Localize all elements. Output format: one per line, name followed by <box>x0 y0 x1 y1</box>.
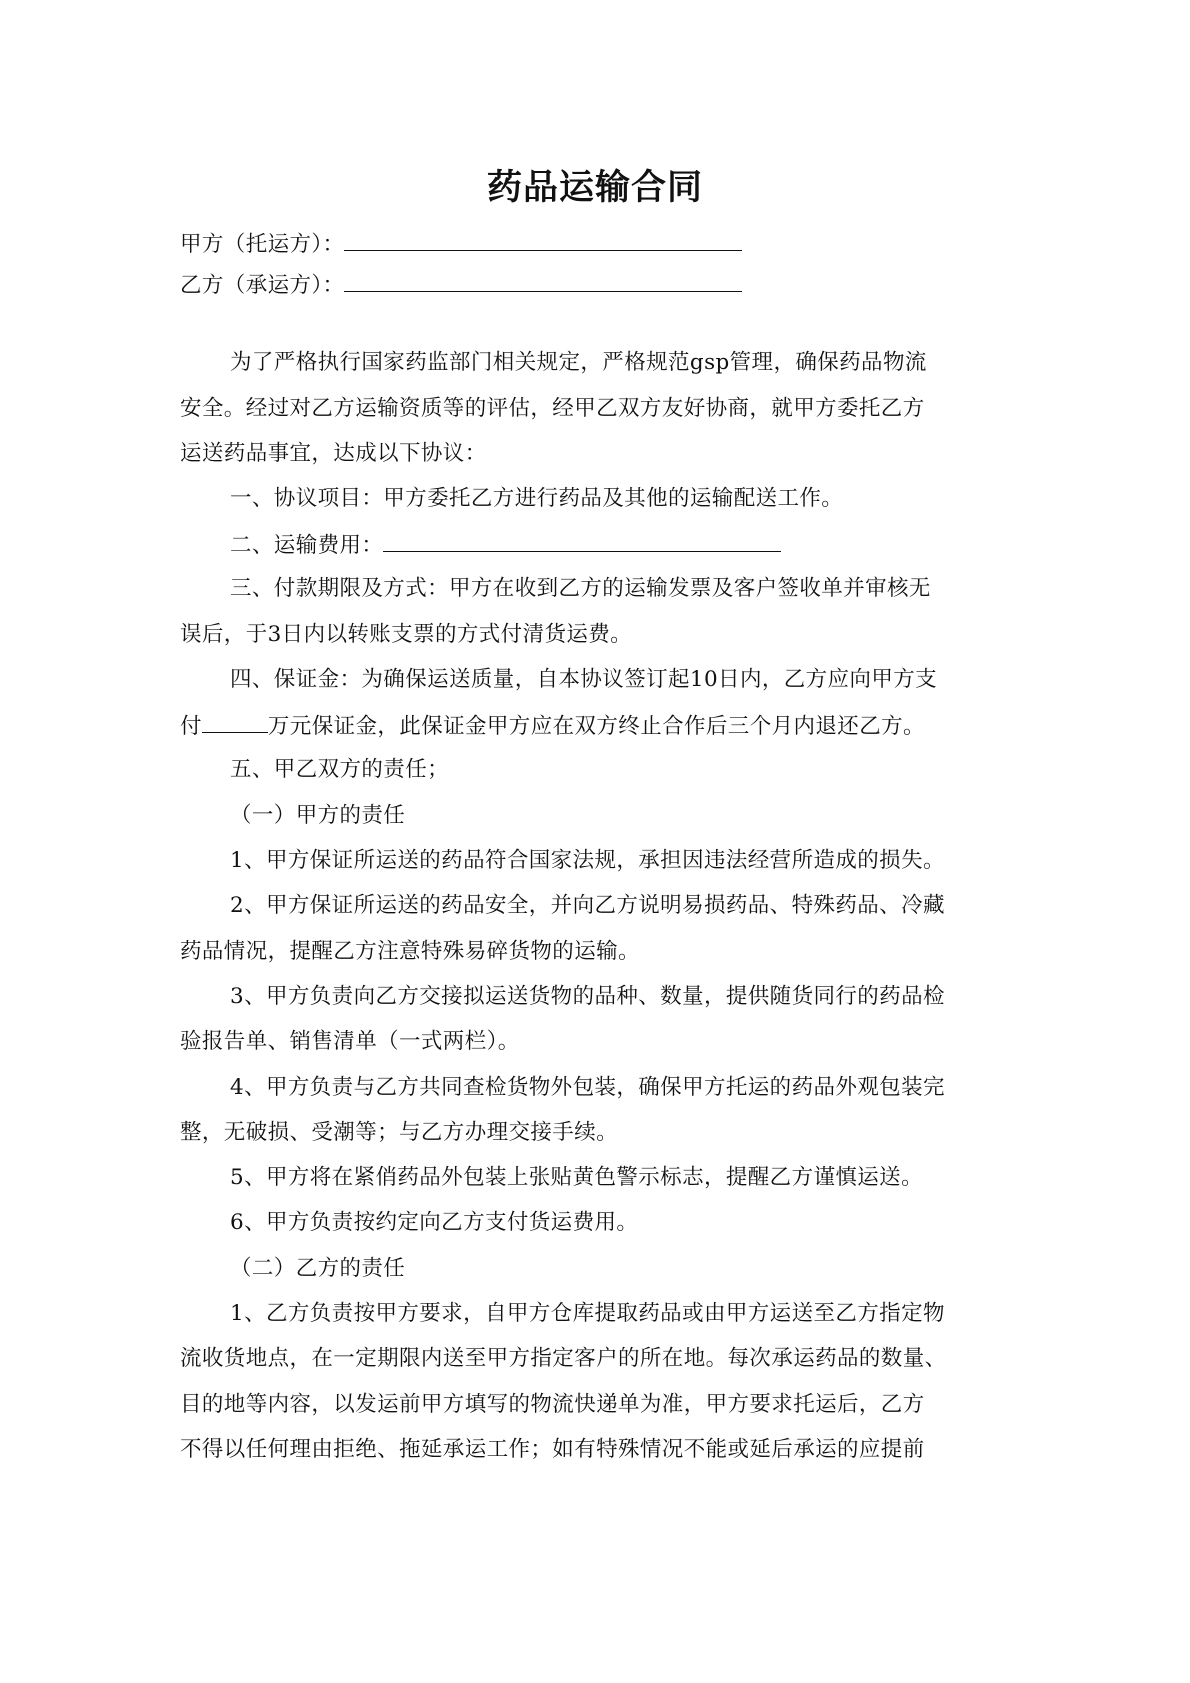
party-a-line <box>180 228 1020 260</box>
clause-5: 五、甲乙双方的责任； <box>230 757 450 782</box>
party-a-item-3-line-2: 验报告单、销售清单（一式两栏）。 <box>180 1029 520 1054</box>
party-a-item-4-line-2: 整，无破损、受潮等；与乙方办理交接手续。 <box>180 1120 619 1145</box>
party-a-label: 甲方（托运方）： <box>180 232 345 257</box>
party-b-item-1-line-2: 流收货地点，在一定期限内送至甲方指定客户的所在地。每次承运药品的数量、 <box>180 1346 947 1371</box>
party-a-item-2-line-2: 药品情况，提醒乙方注意特殊易碎货物的运输。 <box>180 939 640 964</box>
clause-2 <box>230 529 1070 561</box>
party-a-item-5: 5、甲方将在紧俏药品外包装上张贴黄色警示标志，提醒乙方谨慎运送。 <box>230 1165 923 1190</box>
clause-4-pre: 付 <box>180 714 202 739</box>
clause-4-line-1: 四、保证金：为确保运送质量，自本协议签订起10日内，乙方应向甲方支 <box>230 667 938 692</box>
subsection-party-a: （一）甲方的责任 <box>230 803 406 828</box>
party-b-item-1-line-3: 目的地等内容，以发运前甲方填写的物流快递单为准，甲方要求托运后，乙方 <box>180 1392 925 1417</box>
party-b-label: 乙方（承运方）： <box>180 273 345 298</box>
transport-fee-blank[interactable] <box>383 529 781 552</box>
preamble-line-3: 运送药品事宜，达成以下协议： <box>180 441 487 466</box>
party-a-item-4-line-1: 4、甲方负责与乙方共同查检货物外包装，确保甲方托运的药品外观包装完 <box>230 1075 945 1100</box>
party-b-item-1-line-4: 不得以任何理由拒绝、拖延承运工作；如有特殊情况不能或延后承运的应提前 <box>180 1437 925 1462</box>
party-b-line <box>180 269 1020 301</box>
clause-2-label: 二、运输费用： <box>230 533 384 558</box>
party-b-item-1-line-1: 1、乙方负责按甲方要求，自甲方仓库提取药品或由甲方运送至乙方指定物 <box>230 1301 945 1326</box>
preamble-line-2: 安全。经过对乙方运输资质等的评估，经甲乙双方友好协商，就甲方委托乙方 <box>180 396 925 421</box>
party-a-item-2-line-1: 2、甲方保证所运送的药品安全，并向乙方说明易损药品、特殊药品、冷藏 <box>230 893 945 918</box>
party-a-item-6: 6、甲方负责按约定向乙方支付货运费用。 <box>230 1210 639 1235</box>
clause-1: 一、协议项目：甲方委托乙方进行药品及其他的运输配送工作。 <box>230 486 844 511</box>
party-b-blank[interactable] <box>344 269 742 292</box>
preamble-line-1: 为了严格执行国家药监部门相关规定，严格规范gsp管理，确保药品物流 <box>230 350 927 375</box>
party-a-blank[interactable] <box>344 228 742 251</box>
clause-3-line-2: 误后，于3日内以转账支票的方式付清货运费。 <box>180 622 633 647</box>
party-a-item-1: 1、甲方保证所运送的药品符合国家法规，承担因违法经营所造成的损失。 <box>230 848 945 873</box>
subsection-party-b: （二）乙方的责任 <box>230 1256 406 1281</box>
clause-4-post: 万元保证金，此保证金甲方应在双方终止合作后三个月内退还乙方。 <box>267 714 925 739</box>
clause-4-line-2 <box>180 710 1020 742</box>
party-a-item-3-line-1: 3、甲方负责向乙方交接拟运送货物的品种、数量，提供随货同行的药品检 <box>230 984 945 1009</box>
deposit-amount-blank[interactable] <box>202 710 268 733</box>
document-title: 药品运输合同 <box>486 167 703 208</box>
clause-3-line-1: 三、付款期限及方式：甲方在收到乙方的运输发票及客户签收单并审核无 <box>230 576 931 601</box>
